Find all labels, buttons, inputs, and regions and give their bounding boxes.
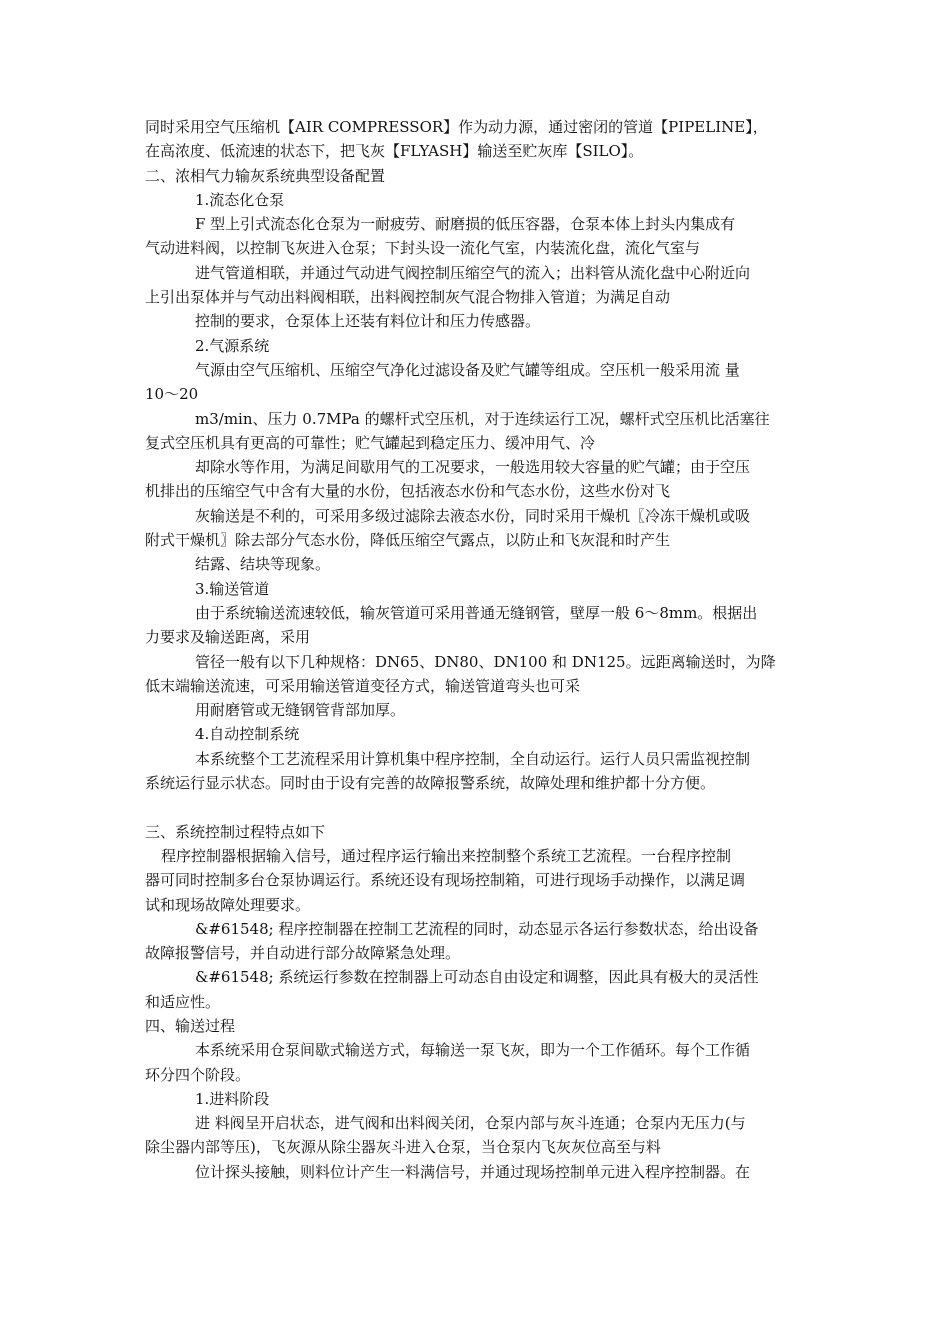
- text-line: 位计探头接触，则料位计产生一料满信号，并通过现场控制单元进入程序控制器。在: [195, 1162, 751, 1181]
- text-line: 气源由空气压缩机、压缩空气净化过滤设备及贮气罐等组成。空压机一般采用流 量: [195, 360, 740, 379]
- text-line: 三、系统控制过程特点如下: [145, 822, 326, 841]
- text-line: 却除水等作用，为满足间歇用气的工况要求，一般选用较大容量的贮气罐；由于空压: [195, 458, 751, 477]
- text-line: 本系统采用仓泵间歇式输送方式，每输送一泵飞灰，即为一个工作循环。每个工作循: [195, 1041, 751, 1060]
- text-line: 同时采用空气压缩机【AIR COMPRESSOR】作为动力源，通过密闭的管道【PIPELINE】，: [145, 118, 768, 136]
- text-line: 由于系统输送流速较低，输灰管道可采用普通无缝钢管，壁厚一般 6～8mm。根据出: [195, 603, 758, 622]
- text-line: 10～20: [145, 385, 199, 404]
- text-line: 进 料阀呈开启状态，进气阀和出料阀关闭，仓泵内部与灰斗连通；仓泵内无压力(与: [195, 1114, 746, 1133]
- text-line: 机排出的压缩空气中含有大量的水份，包括液态水份和气态水份，这些水份对飞: [145, 482, 671, 501]
- text-line: 低末端输送流速，可采用输送管道变径方式，输送管道弯头也可采: [145, 676, 581, 695]
- text-line: 二、浓相气力输灰系统典型设备配置: [145, 166, 386, 185]
- text-line: 上引出泵体并与气动出料阀相联，出料阀控制灰气混合物排入管道；为满足自动: [145, 288, 671, 307]
- text-line: 复式空压机具有更高的可靠性；贮气罐起到稳定压力、缓冲用气、冷: [145, 433, 596, 452]
- text-line: 结露、结块等现象。: [195, 555, 331, 574]
- text-line: 器可同时控制多台仓泵协调运行。系统还设有现场控制箱，可进行现场手动操作，以满足调: [145, 871, 746, 890]
- text-line: 系统运行显示状态。同时由于设有完善的故障报警系统，故障处理和维护都十分方便。: [145, 774, 716, 793]
- text-line: 四、输送过程: [145, 1016, 236, 1035]
- text-line: 力要求及输送距离，采用: [145, 628, 311, 647]
- text-line: 环分四个阶段。: [145, 1065, 251, 1084]
- text-line: 本系统整个工艺流程采用计算机集中程序控制，全自动运行。运行人员只需监视控制: [195, 749, 751, 768]
- text-line: m3/min、压力 0.7MPa 的螺杆式空压机，对于连续运行工况，螺杆式空压机比活塞往: [195, 409, 770, 428]
- text-line: 附式干燥机〗除去部分气态水份，降低压缩空气露点，以防止和飞灰混和时产生: [145, 531, 671, 550]
- text-line: 1.流态化仓泵: [195, 190, 285, 209]
- text-line: 灰输送是不利的，可采用多级过滤除去液态水份，同时采用干燥机〖冷冻干燥机或吸: [195, 506, 751, 525]
- text-line: 程序控制器根据输入信号，通过程序运行输出来控制整个系统工艺流程。一台程序控制: [161, 846, 732, 865]
- text-line: 在高浓度、低流速的状态下，把飞灰【FLYASH】输送至贮灰库【SILO】。: [145, 142, 644, 161]
- document-body: [145, 115, 809, 1184]
- text-line: 除尘器内部等压)，飞灰源从除尘器灰斗进入仓泵，当仓泵内飞灰灰位高至与料: [145, 1138, 661, 1157]
- text-line: 气动进料阀，以控制飞灰进入仓泵；下封头设一流化气室，内装流化盘，流化气室与: [145, 239, 701, 258]
- text-line: 管径一般有以下几种规格：DN65、DN80、DN100 和 DN125。远距离输送时，为降: [195, 652, 776, 671]
- text-line: 故障报警信号，并自动进行部分故障紧急处理。: [145, 944, 461, 963]
- blank-line: [145, 795, 809, 819]
- text-line: 2.气源系统: [195, 336, 270, 355]
- text-line: 控制的要求，仓泵体上还装有料位计和压力传感器。: [195, 312, 541, 331]
- text-line: 和适应性。: [145, 992, 221, 1011]
- text-line: &#61548; 程序控制器在控制工艺流程的同时，动态显示各运行参数状态，给出设备: [195, 919, 759, 938]
- text-line: 进气管道相联，并通过气动进气阀控制压缩空气的流入；出料管从流化盘中心附近向: [195, 263, 751, 282]
- text-line: 1.进料阶段: [195, 1089, 270, 1108]
- text-line: 试和现场故障处理要求。: [145, 895, 311, 914]
- text-line: 4.自动控制系统: [195, 725, 300, 744]
- text-line: 用耐磨管或无缝钢管背部加厚。: [195, 701, 406, 720]
- text-line: F 型上引式流态化仓泵为一耐疲劳、耐磨损的低压容器，仓泵本体上封头内集成有: [195, 215, 736, 234]
- text-line: 3.输送管道: [195, 579, 270, 598]
- text-line: &#61548; 系统运行参数在控制器上可动态自由设定和调整，因此具有极大的灵活性: [195, 968, 759, 987]
